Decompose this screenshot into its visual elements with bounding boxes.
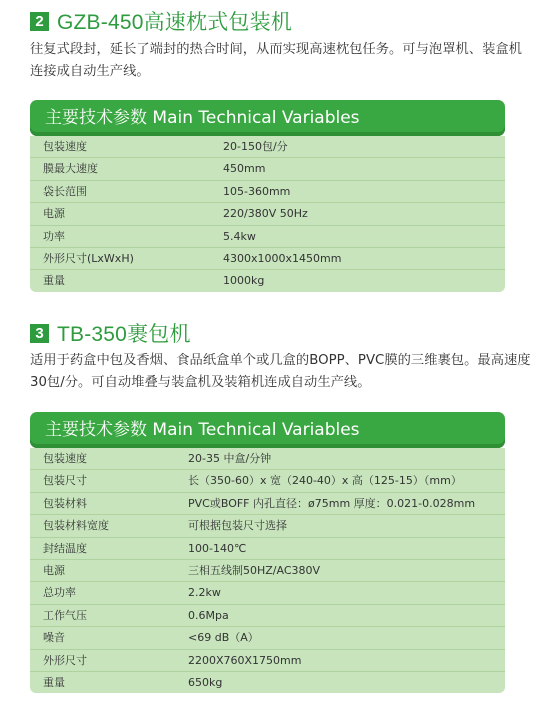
param-name: 包装尺寸 xyxy=(43,474,87,488)
param-value: 0.6Mpa xyxy=(188,608,229,622)
param-value: 105-360mm xyxy=(223,184,291,198)
param-value: 100-140℃ xyxy=(188,541,247,555)
table-row xyxy=(30,270,505,291)
table-row xyxy=(30,448,505,470)
table-header-banner xyxy=(30,100,505,136)
table-title: 主要技术参数 Main Technical Variables xyxy=(45,108,360,128)
param-value: 2.2kw xyxy=(188,586,221,600)
spec-rows xyxy=(30,448,505,693)
param-value: 450mm xyxy=(223,162,266,176)
param-value: PVC或BOFF 内孔直径：ø75mm 厚度：0.021-0.028mm xyxy=(188,496,476,510)
param-value: 220/380V 50Hz xyxy=(223,207,308,221)
table-row xyxy=(30,672,505,693)
table-row xyxy=(30,470,505,492)
param-value: 2200X760X1750mm xyxy=(188,653,302,667)
section-title: GZB-450高速枕式包装机 xyxy=(57,11,292,34)
param-name: 工作气压 xyxy=(43,608,87,622)
param-name: 包装速度 xyxy=(43,140,87,153)
table-row xyxy=(30,627,505,649)
table-row xyxy=(30,538,505,560)
table-row xyxy=(30,493,505,515)
param-name: 外形尺寸 xyxy=(43,653,87,667)
table-row xyxy=(30,158,505,180)
section-description: 适用于药盒中包及香烟、食品纸盒单个或几盒的BOPP、PVC膜的三维裹包。最高速度30包/分。可自动堆叠与装盒机及装箱机连成自动生产线。 xyxy=(30,353,531,390)
param-name: 包装速度 xyxy=(43,452,87,465)
param-value: 可根据包装尺寸选择 xyxy=(188,519,287,533)
table-title: 主要技术参数 Main Technical Variables xyxy=(45,420,360,440)
param-value: 20-150包/分 xyxy=(223,140,288,153)
param-value: <69 dB（A） xyxy=(188,631,259,645)
table-row xyxy=(30,605,505,627)
section-title: TB-350裹包机 xyxy=(57,323,191,346)
spec-rows xyxy=(30,136,505,292)
table-row xyxy=(30,582,505,604)
section-header-tb350 xyxy=(30,318,191,348)
section-description: 往复式段封，延长了端封的热合时间，从而实现高速枕包任务。可与泡罩机、装盒机连接成自动生产线。 xyxy=(30,42,522,79)
param-name: 重量 xyxy=(43,274,65,288)
param-value: 650kg xyxy=(188,675,223,689)
param-value: 长（350-60）x 宽（240-40）x 高（125-15）（mm） xyxy=(188,474,462,488)
table-row xyxy=(30,181,505,203)
param-name: 袋长范围 xyxy=(43,184,87,198)
table-header-banner xyxy=(30,412,505,448)
section-header-gzb450 xyxy=(30,6,292,36)
table-row xyxy=(30,203,505,225)
param-value: 20-35 中盒/分钟 xyxy=(188,452,272,465)
section-number-badge: 2 xyxy=(30,12,49,31)
param-name: 封结温度 xyxy=(43,541,87,555)
param-value: 4300x1000x1450mm xyxy=(223,251,342,265)
param-name: 总功率 xyxy=(43,586,76,600)
table-row xyxy=(30,650,505,672)
param-name: 重量 xyxy=(43,675,65,689)
section-number-badge: 3 xyxy=(30,324,49,343)
param-value: 5.4kw xyxy=(223,229,256,243)
table-row xyxy=(30,226,505,248)
param-name: 噪音 xyxy=(43,631,65,645)
param-name: 功率 xyxy=(43,229,65,243)
table-row xyxy=(30,136,505,158)
param-name: 膜最大速度 xyxy=(43,162,98,176)
param-name: 电源 xyxy=(43,207,65,221)
param-value: 三相五线制50HZ/AC380V xyxy=(188,563,321,577)
param-name: 电源 xyxy=(43,563,65,577)
table-row xyxy=(30,248,505,270)
table-row xyxy=(30,560,505,582)
param-name: 包装材料 xyxy=(43,496,87,510)
table-row xyxy=(30,515,505,537)
param-value: 1000kg xyxy=(223,274,265,288)
param-name: 外形尺寸(LxWxH) xyxy=(43,251,134,265)
param-name: 包装材料宽度 xyxy=(43,519,109,533)
